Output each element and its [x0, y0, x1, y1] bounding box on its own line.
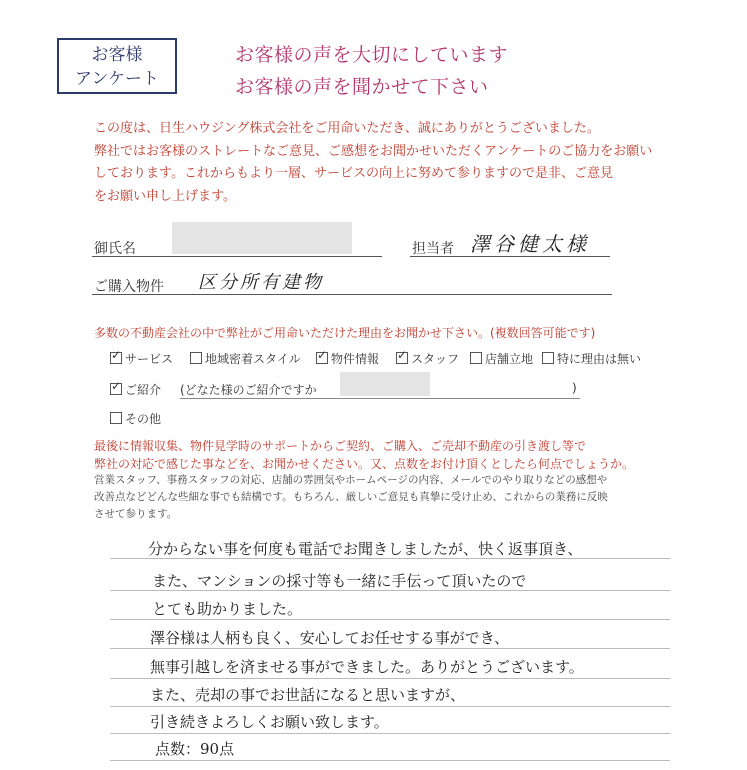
note-paragraph — [94, 472, 674, 523]
note-line-2: 改善点などどんな些細な事でも結構です。もちろん、厳しいご意見も真摯に受け止め、これからの業務に反映 — [94, 491, 608, 503]
reason-option-none[interactable] — [542, 350, 641, 367]
survey-tag-line1: お客様 — [91, 45, 143, 65]
headline-1: お客様の声を大切にしています — [235, 44, 509, 66]
comment-line: また、売却の事でお世話になると思いますが、 — [150, 686, 466, 704]
comment-line: 分からない事を何度も電話でお聞きしましたが、快く返事頂き、 — [148, 540, 583, 558]
ruled-line — [110, 619, 670, 620]
intro-line-1: この度は、日生ハウジング株式会社をご用命いただき、誠にありがとうございました。 — [94, 121, 600, 136]
reason-label: スタッフ — [411, 352, 460, 366]
checkbox-icon[interactable] — [110, 352, 122, 364]
reason-option-local[interactable] — [190, 350, 301, 367]
staff-label: 担当者 — [412, 241, 454, 257]
staff-underline — [410, 256, 610, 257]
checkbox-icon[interactable] — [396, 352, 408, 364]
comment-line: 無事引越しを済ませる事ができました。ありがとうございます。 — [150, 658, 584, 676]
intro-line-3: しております。これからもより一層、サービスの向上に努めて参りますので是非、ご意見 — [94, 166, 613, 181]
intro-paragraph — [94, 118, 694, 208]
reason-option-referral[interactable] — [110, 381, 161, 398]
referral-label: ご紹介 — [125, 383, 162, 397]
referral-underline — [180, 398, 580, 399]
reason-label: 店舗立地 — [485, 352, 534, 366]
reason-option-other[interactable] — [110, 410, 161, 427]
checkbox-icon[interactable] — [542, 352, 554, 364]
property-value: 区分所有建物 — [198, 272, 324, 293]
note-line-3: させて参ります。 — [94, 508, 178, 520]
reason-option-location[interactable] — [470, 350, 533, 367]
other-label: その他 — [125, 412, 162, 426]
ruled-line — [110, 678, 670, 679]
note-line-1: 営業スタッフ、事務スタッフの対応、店舗の雰囲気やホームページの内容、メールでのやり取りなどの感想や — [94, 474, 608, 486]
survey-tag — [57, 38, 177, 94]
checkbox-icon[interactable] — [190, 352, 202, 364]
reason-label: サービス — [125, 352, 174, 366]
redacted-name — [172, 222, 352, 254]
comment-line: 澤谷様は人柄も良く、安心してお任せする事ができ、 — [150, 629, 510, 647]
ruled-line — [110, 760, 670, 761]
name-underline — [92, 256, 382, 257]
intro-line-4: をお願い申し上げます。 — [94, 188, 236, 204]
checkbox-icon[interactable] — [316, 352, 328, 364]
survey-tag-line2: アンケート — [75, 69, 159, 89]
comment-line: とても助かりました。 — [152, 600, 303, 618]
staff-value: 澤谷健太様 — [470, 232, 590, 256]
request-line-1: 最後に情報収集、物件見学時のサポートからご契約、ご購入、ご売却不動産の引き渡し等で — [94, 439, 587, 453]
score-line: 点数：90点 — [155, 740, 235, 758]
request-line-2: 弊社の対応で感じた事などを、お聞かせください。又、点数をお付け頂くとしたら何点でしょうか。 — [94, 457, 635, 471]
referral-close: ) — [572, 381, 577, 395]
reasons-title: 多数の不動産会社の中で弊社がご用命いただけた理由をお聞かせ下さい。(複数回答可能です) — [94, 326, 596, 340]
referral-question: (どなた様のご紹介ですか — [180, 383, 317, 397]
checkbox-icon[interactable] — [470, 352, 482, 364]
reason-label: 地域密着スタイル — [205, 352, 301, 366]
intro-line-2: 弊社ではお客様のストレートなご意見、ご感想をお聞かせいただくアンケートのご協力をお願い — [94, 143, 653, 159]
redacted-referrer — [340, 372, 430, 396]
reason-label: 特に理由は無い — [557, 352, 642, 366]
reason-label: 物件情報 — [331, 352, 380, 366]
comment-line: また、マンションの採寸等も一緒に手伝って頂いたので — [152, 572, 527, 590]
comment-line: 引き続きよろしくお願い致します。 — [150, 713, 389, 731]
checkbox-icon[interactable] — [110, 412, 122, 424]
reason-option-listing[interactable] — [316, 350, 379, 367]
property-underline — [92, 294, 612, 295]
ruled-line — [110, 733, 670, 734]
name-label: 御氏名 — [94, 241, 136, 257]
property-label: ご購入物件 — [94, 279, 164, 295]
reason-option-staff[interactable] — [396, 350, 459, 367]
headline-2: お客様の声を聞かせて下さい — [235, 76, 489, 98]
ruled-line — [110, 648, 670, 649]
checkbox-icon[interactable] — [110, 383, 122, 395]
ruled-line — [110, 706, 670, 707]
reason-option-service[interactable] — [110, 350, 173, 367]
